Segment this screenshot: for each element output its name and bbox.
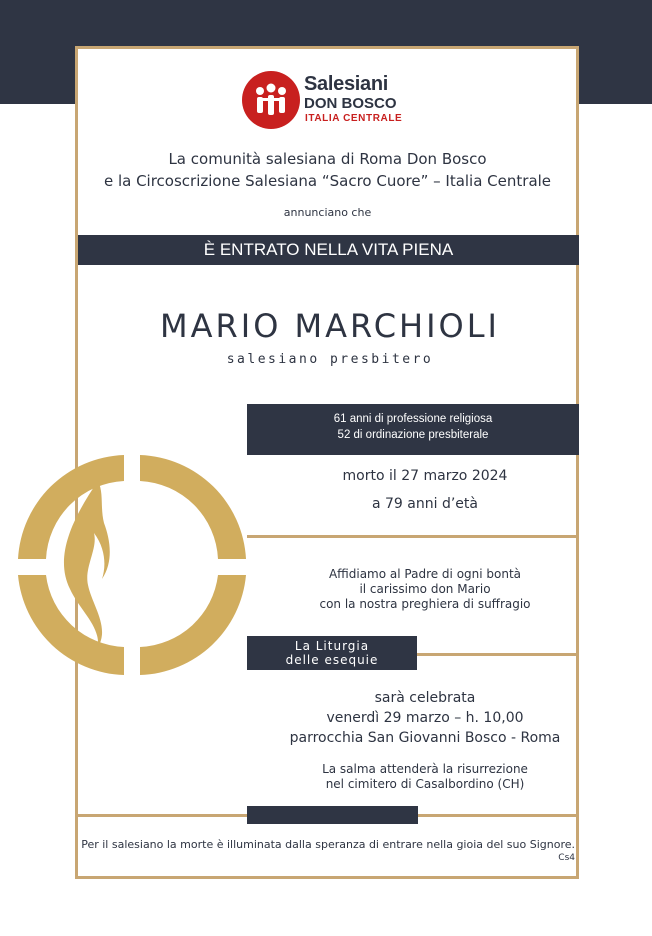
- stats-line-2: 52 di ordinazione presbiterale: [337, 429, 489, 441]
- prayer-line-2: il carissimo don Mario: [359, 582, 491, 596]
- salesiani-logo-icon: [242, 71, 300, 129]
- service-stats-box: [247, 404, 579, 455]
- announce-text: annunciano che: [283, 206, 372, 219]
- prayer-text: [260, 567, 590, 612]
- footer-bar: [247, 806, 418, 824]
- stats-line-1: 61 anni di professione religiosa: [333, 413, 493, 425]
- prayer-line-3: con la nostra preghiera di suffragio: [319, 597, 531, 611]
- deceased-name: MARIO MARCHIOLI: [160, 307, 500, 345]
- burial-details: [240, 762, 610, 792]
- liturgy-label-box: [247, 636, 417, 670]
- announcement-banner: È ENTRATO NELLA VITA PIENA: [78, 235, 579, 265]
- logo-subtitle: DON BOSCO: [304, 95, 397, 112]
- footer-reference: Cs4: [558, 853, 575, 863]
- footer-quote: Per il salesiano la morte è illuminata dalla speranza di entrare nella gioia del suo Signore.: [81, 838, 575, 851]
- intro-line-2: e la Circoscrizione Salesiana “Sacro Cuore” – Italia Centrale: [103, 172, 552, 190]
- death-date: morto il 27 marzo 2024: [342, 468, 508, 484]
- celebration-line-1: sarà celebrata: [374, 690, 476, 706]
- liturgy-line-2: delle esequie: [285, 653, 379, 667]
- burial-line-2: nel cimitero di Casalbordino (CH): [325, 777, 525, 791]
- celebration-line-2: venerdì 29 marzo – h. 10,00: [326, 710, 524, 726]
- celebration-details: [230, 688, 620, 748]
- liturgy-line-1: La Liturgia: [294, 639, 370, 653]
- celebration-line-3: parrocchia San Giovanni Bosco - Roma: [289, 730, 561, 746]
- logo-title: Salesiani: [304, 73, 389, 95]
- divider-1: [247, 535, 579, 538]
- prayer-line-1: Affidiamo al Padre di ogni bontà: [328, 567, 522, 581]
- death-age: a 79 anni d’età: [372, 496, 478, 512]
- logo-region: ITALIA CENTRALE: [305, 113, 403, 124]
- salesian-emblem-icon: [14, 449, 250, 681]
- burial-line-1: La salma attenderà la risurrezione: [322, 762, 528, 776]
- deceased-role: salesiano presbitero: [226, 352, 434, 367]
- divider-2: [417, 653, 579, 656]
- intro-line-1: La comunità salesiana di Roma Don Bosco: [168, 150, 487, 168]
